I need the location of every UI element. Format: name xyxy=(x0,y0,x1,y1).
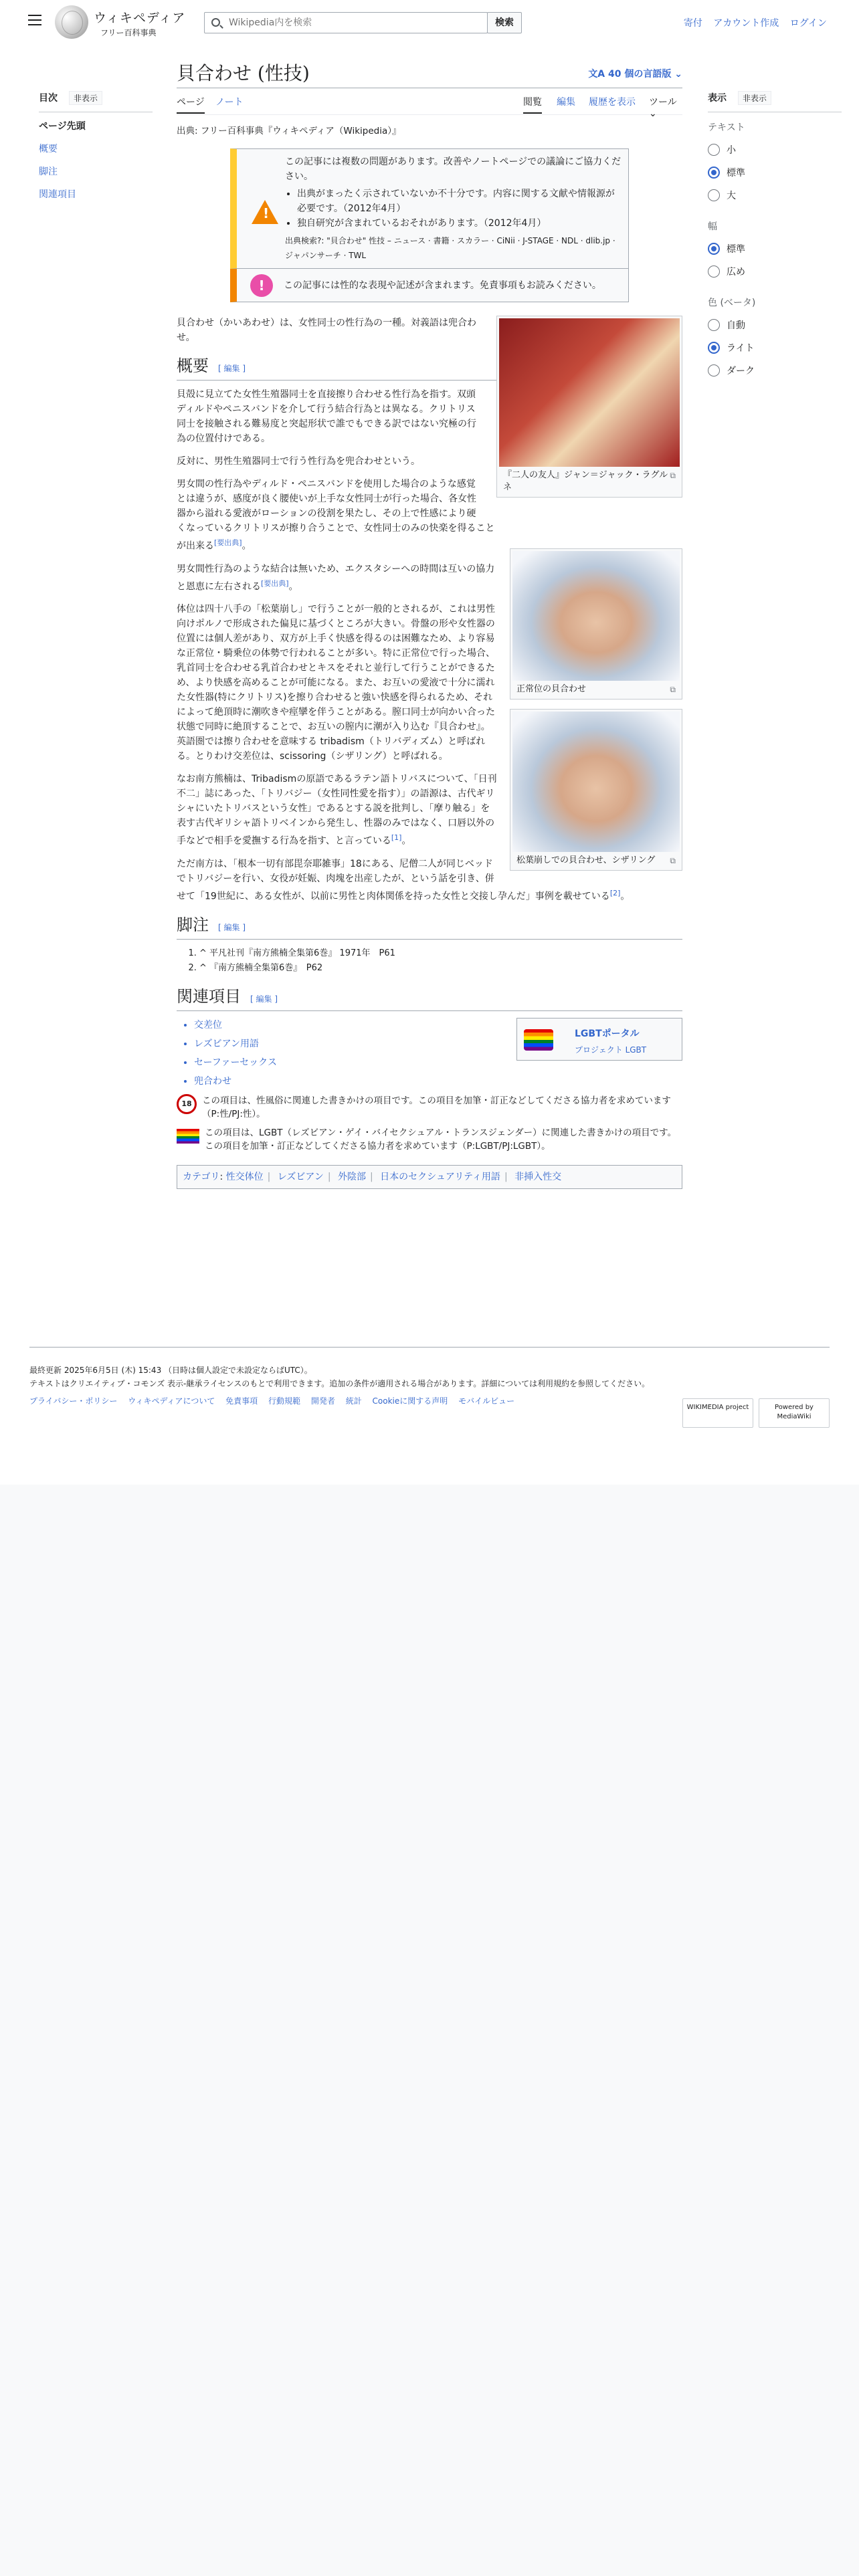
notice-item-research: • 独自研究が含まれているおそれがあります。（2012年4月） xyxy=(297,216,622,231)
chevron-down-icon: ⌄ xyxy=(671,69,682,80)
translate-icon: 文A xyxy=(588,69,609,80)
sexual-content-notice xyxy=(230,269,629,302)
radio-selected-icon xyxy=(708,342,720,354)
overview-paragraph-4: 男女間性行為のような結合は無いため、エクスタシーへの時間は互いの協力と恩恵に左右される[要出典]。 xyxy=(177,563,495,593)
wordmark-tagline: フリー百科事典 xyxy=(100,28,157,37)
radio-label: 大 xyxy=(727,191,736,201)
toc-title: 目次 xyxy=(39,93,58,104)
footer-link[interactable]: Cookieに関する声明 xyxy=(372,1396,448,1406)
related-item[interactable]: • セーファーセックス xyxy=(194,1055,682,1070)
paragraph-text: ただ南方は、「根本一切有部毘奈耶雑事」18にある、尼僧二人が同じベッドでトリバジーを行い、女役が妊娠、肉塊を出産したが、という話を引き、併せて「19世紀に、ある女性が、以前に男性と肉体関係を持った女性と交接し孕んだ」事例を載せている xyxy=(177,858,610,902)
category-link[interactable]: 外陰部 xyxy=(338,1171,366,1182)
footer-link[interactable]: 開発者 xyxy=(310,1396,335,1406)
login-link[interactable]: ログイン xyxy=(789,18,827,29)
r18-icon: 18 xyxy=(177,1094,197,1114)
category-link[interactable]: レズビアン xyxy=(277,1171,324,1182)
wordmark-title: ウィキペディア xyxy=(94,11,186,25)
width-wide[interactable] xyxy=(708,265,842,278)
stub-notice-lgbt xyxy=(177,1126,682,1153)
category-link[interactable]: 性交体位 xyxy=(225,1171,264,1182)
citation-needed-label: 要出典 xyxy=(217,538,240,547)
figure-two-friends xyxy=(496,316,682,498)
exclamation-icon: ! xyxy=(250,274,273,297)
toc-item-notes[interactable]: 脚注 xyxy=(39,167,58,177)
footnote-item: 2. ^ 『南方熊楠全集第6巻』 P62 xyxy=(199,961,682,976)
text-size-large[interactable] xyxy=(708,189,842,202)
donate-link[interactable]: 寄付 xyxy=(683,18,702,29)
radio-icon xyxy=(708,364,720,377)
stub-notice-sex xyxy=(177,1094,682,1121)
rainbow-flag-icon xyxy=(177,1129,199,1144)
paragraph-text: なお南方熊楠は、Tribadismの原語であるラテン語トリバスについて、「日刊不二」誌にあった、「トリバジー（女性同性愛を指す）」の語源は、古代ギリシャにいたトリバスという女性」であるとする説を批判し、「摩り触る」を表す古代ギリシャ語トリベインから発生し、性器のみではなく、口唇以外の手などで相手を愛撫する行為を指す、と言っている xyxy=(177,774,497,847)
footer-link[interactable]: モバイルビュー xyxy=(458,1396,515,1406)
width-label: 幅 xyxy=(708,221,717,232)
radio-label: ライト xyxy=(727,343,755,354)
overview-paragraph-2: 反対に、男性生殖器同士で行う性行為を兜合わせという。 xyxy=(177,456,420,467)
footer-link[interactable]: ウィキペディアについて xyxy=(128,1396,215,1406)
title-row xyxy=(177,59,682,88)
footnote-item: 1. ^ 平凡社刊『南方熊楠全集第6巻』 1971年 P61 xyxy=(199,946,682,961)
figure-missionary xyxy=(510,548,682,700)
search-input[interactable] xyxy=(227,15,475,30)
chevron-down-icon: ⌄ xyxy=(649,108,657,119)
magnify-icon[interactable]: ⧉ xyxy=(670,471,676,480)
toc-hide-button[interactable]: 非表示 xyxy=(69,91,102,105)
appearance-header xyxy=(708,91,842,105)
language-count: 40 個の言語版 xyxy=(608,69,672,80)
related-section xyxy=(177,1018,682,1153)
overview-paragraph-7: ただ南方は、「根本一切有部毘奈耶雑事」18にある、尼僧二人が同じベッドでトリバジーを行い、女役が妊娠、肉塊を出産したが、という話を引き、併せて「19世紀に、ある女性が、以前に男性と肉体関係を持った女性と交接し孕んだ」事例を載せている[2]。 xyxy=(177,858,630,902)
wikipedia-globe-logo[interactable] xyxy=(55,5,88,39)
appearance-title: 表示 xyxy=(708,93,727,104)
language-button[interactable] xyxy=(588,67,682,80)
figure-caption: 正常位の貝合わせ xyxy=(516,684,587,694)
paragraph-text: 男女間の性行為やディルド・ペニスバンドを使用した場合のような感覚とは違うが、感度が良く腰使いが上手な女性同士が行った場合、各女性器から溢れる愛液がローションの役割を果たし、その上で性感により硬くなっているクリトリスが擦り合うことで、女性同士のみの快楽を得ることが出来る xyxy=(177,479,495,552)
related-item[interactable]: • レズビアン用語 xyxy=(194,1037,682,1051)
toc-item-overview[interactable]: 概要 xyxy=(39,144,58,154)
tab-edit[interactable]: 編集 xyxy=(557,97,575,108)
notice-item-sources: • 出典がまったく示されていないか不十分です。内容に関する文献や情報源が必要です。（2012年4月） xyxy=(297,187,622,216)
radio-icon xyxy=(708,144,720,156)
radio-label: 標準 xyxy=(727,244,745,255)
heading-text: 概要 xyxy=(177,356,209,375)
footer-link[interactable]: 免責事項 xyxy=(225,1396,258,1406)
toc-item-top[interactable]: ページ先頭 xyxy=(39,121,86,132)
radio-icon xyxy=(708,265,720,278)
separator: | xyxy=(327,1171,331,1182)
footer-link[interactable]: 統計 xyxy=(345,1396,362,1406)
section-heading-related xyxy=(177,986,682,1011)
page-title: 貝合わせ (性技) xyxy=(177,62,310,84)
toc-item-related[interactable]: 関連項目 xyxy=(39,189,76,200)
edit-label: 編集 xyxy=(223,364,240,373)
text-size-label: テキスト xyxy=(708,122,745,133)
text-size-standard[interactable] xyxy=(708,166,842,179)
tab-history[interactable]: 履歴を表示 xyxy=(589,97,636,108)
site-sub: 出典: フリー百科事典『ウィキペディア（Wikipedia）』 xyxy=(177,126,401,136)
stub-text: この項目は、性風俗に関連した書きかけの項目です。この項目を加筆・訂正などしてくださる協力者を求めています（P:性/PJ:性）。 xyxy=(202,1095,671,1119)
site-header xyxy=(0,0,859,43)
painting-image[interactable] xyxy=(499,318,680,467)
search-icon xyxy=(211,18,220,27)
footer-link[interactable]: 行動規範 xyxy=(268,1396,301,1406)
overview-paragraph-3: 男女間の性行為やディルド・ペニスバンドを使用した場合のような感覚とは違うが、感度が良く腰使いが上手な女性同士が行った場合、各女性器から溢れる愛液がローションの役割を果たし、その上で性感により硬くなっているクリトリスが擦り合うことで、女性同士のみの快楽を得ることが出来る[要出典]。 xyxy=(177,479,495,552)
edit-section-link[interactable]: [ 編集 ] xyxy=(250,994,278,1004)
notice-lead: この記事には複数の問題があります。改善やノートページでの議論にご協力ください。 xyxy=(285,156,622,182)
heading-text: 関連項目 xyxy=(177,986,241,1006)
width-standard[interactable] xyxy=(708,242,842,255)
source-search-links[interactable]: 出典検索?: "貝合わせ" 性技 – ニュース · 書籍 · スカラー · CiNii · J-STAGE · NDL · dlib.jp · ジャパンサーチ · TWL xyxy=(285,236,615,260)
category-box xyxy=(177,1165,682,1189)
portal-title[interactable]: LGBTポータル xyxy=(575,1028,640,1039)
edit-label: 編集 xyxy=(256,994,272,1004)
separator: | xyxy=(370,1171,373,1182)
color-group xyxy=(708,296,842,377)
tab-read[interactable]: 閲覧 xyxy=(523,95,542,114)
notice-text: この記事には性的な表現や記述が含まれます。免責事項もお読みください。 xyxy=(284,280,601,291)
tab-page[interactable]: ページ xyxy=(177,95,205,114)
create-account-link[interactable]: アカウント作成 xyxy=(713,18,779,29)
separator: | xyxy=(504,1171,508,1182)
color-dark[interactable] xyxy=(708,364,842,377)
radio-label: 自動 xyxy=(727,320,745,331)
citation-needed[interactable]: [要出典] xyxy=(261,578,289,588)
footnote-ref-2[interactable]: [2] xyxy=(609,888,621,897)
overview-paragraph-5: 体位は四十八手の「松葉崩し」で行うことが一般的とされるが、これは男性向けポルノで形成された偏見に基づくところが大きい。骨盤の形や女性器の位置には個人差があり、双方が上手く快感を得るのは困難なため、より容易な正常位・騎乗位の体勢で行われることが多い。特に正常位で行った場合、乳首同士を合わせる乳首合わせとキスをそれと並行して行うことができるため、より快感を高めることが可能になる。また、お互いの愛液で十分に濡れた女性器(特にクリトリス)を擦り合わせると強い快感を得られるため、それによって絶頂時に潮吹きや痙攣を伴うことがある。膣口同士が向かい合った状態で同時に絶頂することで、お互いの膣内に潮が入り込む『貝合わせ』。英語圏では擦り合わせを意味する tribadism（トリバディズム）と呼ばれる。とりわけ交差位は、scissoring（シザリング）と呼ばれる。 xyxy=(177,604,495,762)
license-text: テキストはクリエイティブ・コモンズ 表示-継承ライセンスのもとで利用できます。追加の条件が適用される場合があります。詳細については利用規約を参照してください。 xyxy=(29,1379,650,1388)
color-auto[interactable] xyxy=(708,318,842,332)
illustration-image[interactable] xyxy=(512,712,680,852)
separator: | xyxy=(267,1171,271,1182)
appearance-panel xyxy=(708,91,842,395)
radio-selected-icon xyxy=(708,243,720,255)
heading-text: 脚注 xyxy=(177,915,209,934)
tab-talk[interactable]: ノート xyxy=(215,97,244,108)
categories-link[interactable]: カテゴリ xyxy=(183,1171,220,1182)
wikimedia-badge[interactable]: WIKIMEDIA project xyxy=(682,1398,753,1428)
figure-caption: 松葉崩しでの貝合わせ、シザリング xyxy=(516,855,656,865)
related-item[interactable]: • 交差位 xyxy=(194,1018,682,1033)
text-size-small[interactable] xyxy=(708,143,842,156)
portal-subtitle[interactable]: プロジェクト LGBT xyxy=(575,1045,647,1055)
article-body xyxy=(177,316,682,1189)
section-heading-notes xyxy=(177,915,682,940)
page-footer xyxy=(29,1347,830,1420)
user-links xyxy=(676,16,827,29)
footnote-list xyxy=(193,946,682,976)
footnote-ref-1[interactable]: [1] xyxy=(391,833,402,843)
table-of-contents xyxy=(39,91,159,210)
overview-paragraph-1: 貝殻に見立てた女性生殖器同士を直接擦り合わせる性行為を指す。双頭ディルドやペニスバンドを介して行う結合行為とは異なる。クリトリス同士を接触される難易度と突起形状で誰でもできる訳ではない究極の行為の位置付けである。 xyxy=(177,389,476,444)
category-link[interactable]: 日本のセクシュアリティ用語 xyxy=(380,1171,500,1182)
edit-section-link[interactable]: [ 編集 ] xyxy=(218,364,246,373)
main-menu-icon[interactable] xyxy=(28,15,41,25)
magnify-icon[interactable]: ⧉ xyxy=(670,685,676,694)
toc-header xyxy=(39,91,159,105)
multiple-issues-notice xyxy=(230,148,629,269)
tools-label: ツール xyxy=(649,97,677,108)
radio-label: 広め xyxy=(727,267,745,278)
page-tabs xyxy=(177,88,682,119)
paragraph-text: 男女間性行為のような結合は無いため、エクスタシーへの時間は互いの協力と恩恵に左右される xyxy=(177,563,495,593)
mediawiki-badge[interactable]: Powered by MediaWiki xyxy=(759,1398,830,1428)
citation-needed[interactable]: [要出典] xyxy=(214,538,242,547)
radio-label: ダーク xyxy=(727,366,755,377)
figure-scissoring xyxy=(510,709,682,871)
color-label: 色 (ベータ) xyxy=(708,298,756,308)
appearance-hide-button[interactable]: 非表示 xyxy=(738,91,771,105)
radio-label: 標準 xyxy=(727,168,745,179)
color-light[interactable] xyxy=(708,341,842,354)
footer-badges xyxy=(677,1398,830,1428)
main-content xyxy=(177,59,682,1189)
radio-selected-icon xyxy=(708,167,720,179)
width-group xyxy=(708,219,842,278)
search-button[interactable]: 検索 xyxy=(487,12,522,33)
radio-label: 小 xyxy=(727,145,736,156)
illustration-image[interactable] xyxy=(512,551,680,681)
citation-needed-label: 要出典 xyxy=(264,578,286,588)
edit-section-link[interactable]: [ 編集 ] xyxy=(218,922,246,932)
text-size-group xyxy=(708,120,842,202)
lgbt-portal-box[interactable] xyxy=(516,1018,682,1061)
search-box[interactable] xyxy=(204,12,488,33)
rainbow-flag-icon xyxy=(524,1029,553,1051)
figure-caption: 『二人の友人』ジャン＝ジャック・ラグルネ xyxy=(503,470,668,492)
last-modified: 最終更新 2025年6月5日 (木) 15:43 （日時は個人設定で未設定ならばUTC）。 xyxy=(29,1366,312,1375)
category-link[interactable]: 非挿入性交 xyxy=(514,1171,562,1182)
wikipedia-wordmark[interactable] xyxy=(94,8,185,38)
tab-tools[interactable] xyxy=(649,95,682,119)
radio-icon xyxy=(708,189,720,201)
stub-text: この項目は、LGBT（レズビアン・ゲイ・バイセクシュアル・トランスジェンダー）に関連した書きかけの項目です。この項目を加筆・訂正などしてくださる協力者を求めています（P:LGBT/PJ:LGBT）。 xyxy=(205,1127,677,1152)
edit-label: 編集 xyxy=(223,922,240,932)
colon: : xyxy=(219,1171,226,1182)
radio-icon xyxy=(708,319,720,331)
overview-paragraph-6: なお南方熊楠は、Tribadismの原語であるラテン語トリバスについて、「日刊不二」誌にあった、「トリバジー（女性同性愛を指す）」の語源は、古代ギリシャにいたトリバスという女性」であるとする説を批判し、「摩り触る」を表す古代ギリシャ語トリベインから発生し、性器のみではなく、口唇以外の手などで相手を愛撫する行為を指す、と言っている[1]。 xyxy=(177,774,497,847)
related-item[interactable]: • 兜合わせ xyxy=(194,1074,682,1089)
footer-link[interactable]: プライバシー・ポリシー xyxy=(29,1396,118,1406)
magnify-icon[interactable]: ⧉ xyxy=(670,856,676,865)
lead-paragraph: 貝合わせ（かいあわせ）は、女性同士の性行為の一種。対義語は兜合わせ。 xyxy=(177,318,476,343)
warning-icon xyxy=(252,200,278,224)
